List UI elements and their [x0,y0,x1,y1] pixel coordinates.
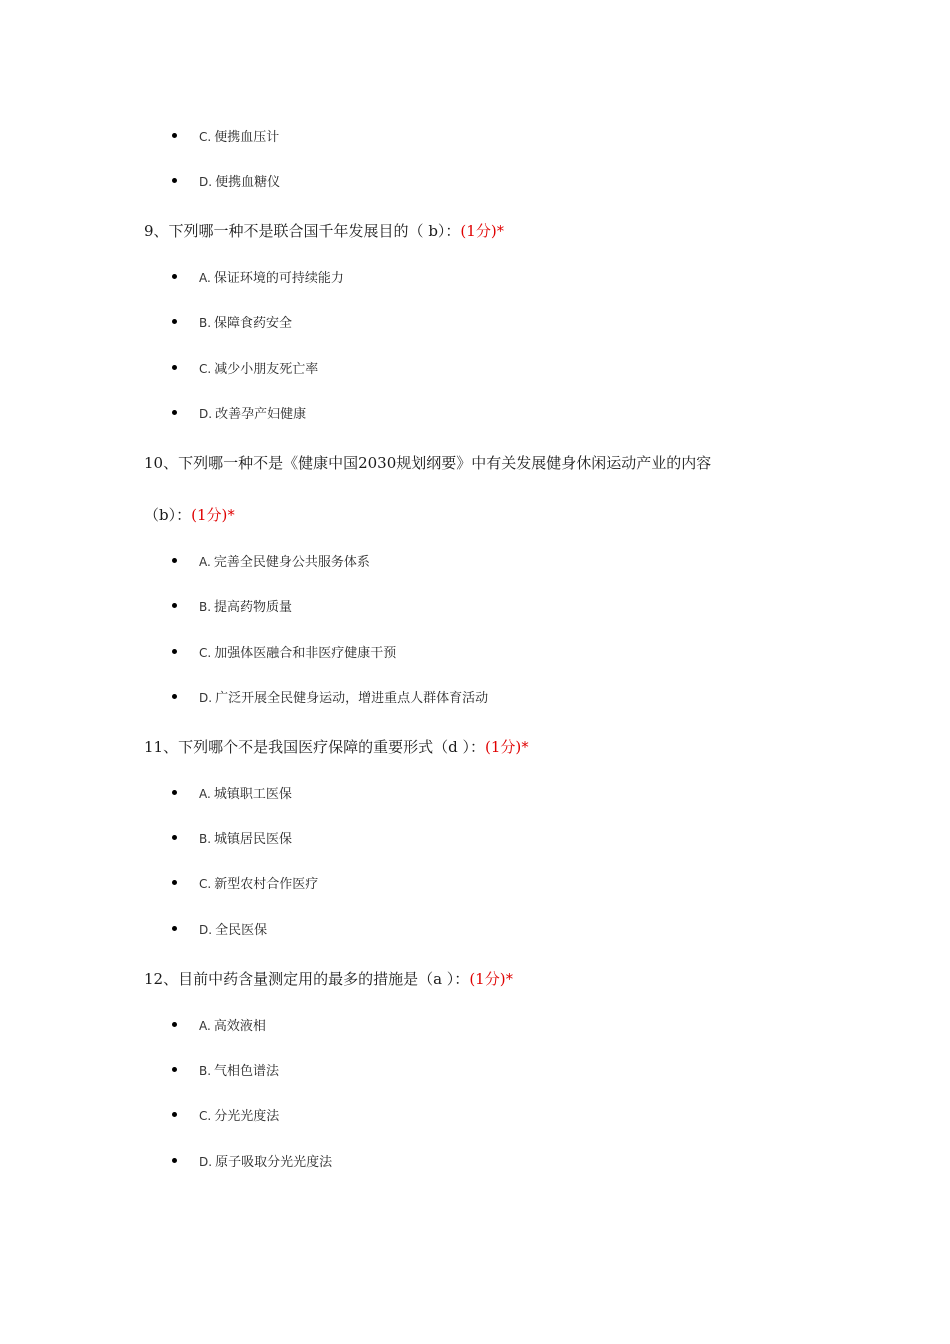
question-10-line-2: （b）：(1分)* [144,506,235,524]
bullet-icon [172,790,177,795]
bullet-icon [172,880,177,885]
option-q9-a: A. 保证环境的可持续能力 [172,267,344,289]
question-11: 11、下列哪个不是我国医疗保障的重要形式（d ）：(1分)* [144,738,529,756]
option-q8-c: C. 便携血压计 [172,126,279,148]
bullet-icon [172,558,177,563]
option-q12-c: C. 分光光度法 [172,1105,279,1127]
option-q9-b: B. 保障食药安全 [172,312,292,334]
bullet-icon [172,319,177,324]
option-q12-a: A. 高效液相 [172,1015,266,1037]
option-q8-d: D. 便携血糖仪 [172,171,280,193]
bullet-icon [172,274,177,279]
bullet-icon [172,365,177,370]
bullet-icon [172,835,177,840]
bullet-icon [172,1022,177,1027]
option-q10-c: C. 加强体医融合和非医疗健康干预 [172,642,396,664]
option-q9-d: D. 改善孕产妇健康 [172,403,306,425]
option-q11-a: A. 城镇职工医保 [172,783,292,805]
bullet-icon [172,1067,177,1072]
bullet-icon [172,410,177,415]
bullet-icon [172,603,177,608]
bullet-icon [172,1158,177,1163]
option-q11-d: D. 全民医保 [172,919,267,941]
option-q11-c: C. 新型农村合作医疗 [172,873,318,895]
bullet-icon [172,1112,177,1117]
option-q9-c: C. 减少小朋友死亡率 [172,358,318,380]
question-9: 9、下列哪一种不是联合国千年发展目的（ b）：(1分)* [144,222,505,240]
bullet-icon [172,133,177,138]
option-q12-d: D. 原子吸取分光光度法 [172,1151,332,1173]
option-q11-b: B. 城镇居民医保 [172,828,292,850]
bullet-icon [172,694,177,699]
bullet-icon [172,649,177,654]
question-12: 12、目前中药含量测定用的最多的措施是（a ）：(1分)* [144,970,514,988]
option-q10-d: D. 广泛开展全民健身运动，增进重点人群体育活动 [172,687,488,709]
option-q10-b: B. 提高药物质量 [172,596,292,618]
question-10-line-1: 10、下列哪一种不是《健康中国2030规划纲要》中有关发展健身休闲运动产业的内容 [144,454,712,472]
option-q12-b: B. 气相色谱法 [172,1060,279,1082]
bullet-icon [172,178,177,183]
bullet-icon [172,926,177,931]
option-q10-a: A. 完善全民健身公共服务体系 [172,551,370,573]
